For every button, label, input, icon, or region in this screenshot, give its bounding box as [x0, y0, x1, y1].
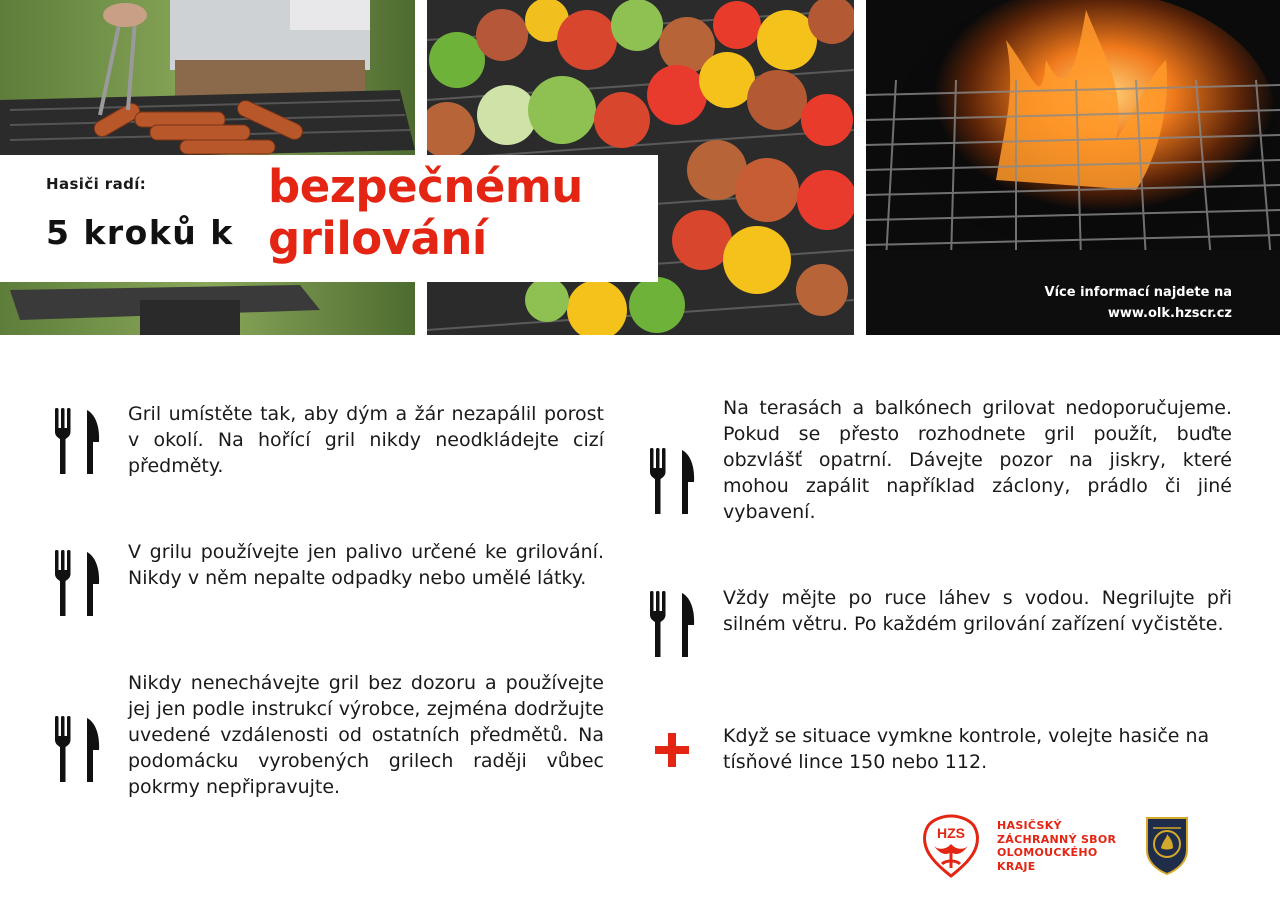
tip-text: V grilu používejte jen palivo určené ke grilování. Nikdy v něm nepalte odpadky nebo umělé látky. [128, 541, 604, 589]
hzs-logo-text: HZS [937, 825, 965, 841]
cutlery-icon [55, 550, 101, 616]
website-link[interactable]: www.olk.hzscr.cz [1107, 306, 1232, 321]
fire-rescue-badge [1143, 814, 1191, 876]
tip-text: Na terasách a balkónech grilovat nedoporučujeme. Pokud se přesto rozhodnete gril použít, buďte obzvlášť opatrní. Dávejte pozor na jiskry, které mohou zapálit například záclony, prádlo či jiné vybavení. [723, 397, 1232, 523]
cutlery-icon [55, 408, 101, 474]
org-name-line: HASIČSKÝ [997, 819, 1062, 832]
tip-text: Nikdy nenechávejte gril bez dozoru a používejte jej jen podle instrukcí výrobce, zejména dodržujte uvedené vzdálenosti od ostatních předmětů. Na podomácku vyrobených grilech raději vůbec pokrmy nepřipravujte. [128, 672, 604, 798]
cutlery-icon [650, 448, 696, 514]
page-title [268, 161, 583, 265]
title-steps: 5 kroků k [46, 213, 234, 252]
title-kicker: Hasiči radí: [46, 175, 147, 193]
title-box [0, 155, 658, 282]
org-name-line: ZÁCHRANNÝ SBOR [997, 832, 1117, 846]
more-info-label: Více informací najdete na [1044, 285, 1232, 300]
title-line-2: grilování [268, 212, 487, 265]
org-name [997, 819, 1116, 873]
org-name-line: OLOMOUCKÉHO [997, 846, 1098, 859]
org-name-line: KRAJE [997, 859, 1036, 873]
tip-text: Vždy mějte po ruce láhev s vodou. Negrilujte při silném větru. Po každém grilování zařízení vyčistěte. [723, 587, 1232, 635]
photo-banner [0, 0, 1280, 335]
title-line-1: bezpečnému [268, 160, 583, 213]
cutlery-icon [650, 591, 696, 657]
tip-text: Gril umístěte tak, aby dým a žár nezapálil porost v okolí. Na hořící gril nikdy neodkládejte cizí předměty. [128, 403, 604, 477]
more-info [1045, 282, 1232, 324]
cutlery-icon [55, 716, 101, 782]
tip-text: Když se situace vymkne kontrole, volejte hasiče na tísňové lince 150 nebo 112. [723, 725, 1210, 773]
hzs-logo [918, 812, 984, 878]
plus-icon [655, 733, 689, 767]
